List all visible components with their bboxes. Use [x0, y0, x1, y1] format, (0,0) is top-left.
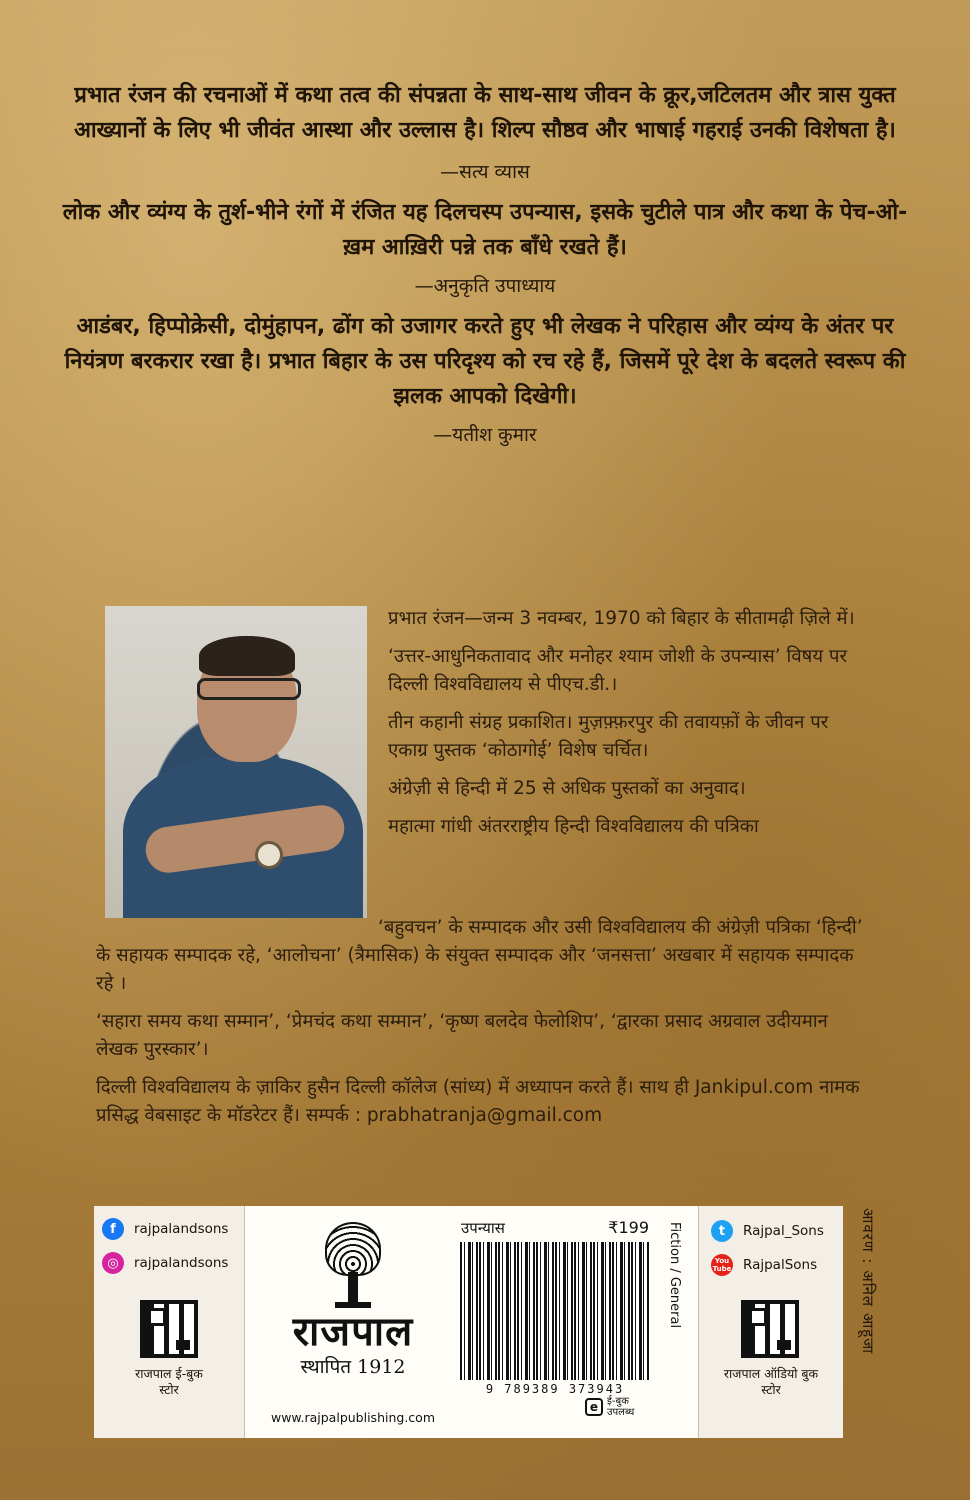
bio-editorial-start: महात्मा गांधी अंतरराष्ट्रीय हिन्दी विश्वविद्यालय की पत्रिका [388, 816, 759, 837]
facebook-icon: f [102, 1218, 124, 1240]
publisher-name: राजपाल [292, 1309, 414, 1355]
established-year: स्थापित 1912 [300, 1356, 406, 1378]
bio-awards: ‘सहारा समय कथा सम्मान’, ‘प्रेमचंद कथा सम्मान’, ‘कृष्ण बलदेव फेलोशिप’, ‘द्वारका प्रसाद अग्रवाल उदीयमान लेखक पुरस्कार’। [96, 1011, 828, 1060]
audiobook-store-label: राजपाल ऑडियो बुक स्टोर [723, 1366, 819, 1397]
bio-current: दिल्ली विश्वविद्यालय के ज़ाकिर हुसैन दिल्ली कॉलेज (सांध्य) में अध्यापन करते हैं। साथ ही Jankipul.com नामक प्रसिद्ध वेबसाइट के मॉडरेटर हैं। सम्पर्क : prabhatranja@gmail.com [96, 1077, 860, 1126]
tree-logo-icon [323, 1222, 383, 1310]
ebook-store-qr-code[interactable] [140, 1300, 198, 1358]
endorsement-quote: प्रभात रंजन की रचनाओं में कथा तत्व की संपन्नता के साथ-साथ जीवन के क्रूर,जटिलतम और त्रास युक्त आख्यानों के लिए भी जीवंत आस्था और उल्लास है। शिल्प सौष्ठव और भाषाई गहराई उनकी विशेषता है। [74, 83, 896, 143]
youtube-link[interactable] [711, 1254, 843, 1276]
bio-birth: प्रभात रंजन—जन्म 3 नवम्बर, 1970 को बिहार के सीतामढ़ी ज़िले में। [388, 608, 855, 629]
twitter-link[interactable] [711, 1220, 843, 1242]
instagram-handle: rajpalandsons [134, 1255, 229, 1271]
photo-hair-top [199, 636, 295, 676]
endorsement-author: —अनुकृति उपाध्याय [414, 275, 556, 297]
bio-books: तीन कहानी संग्रह प्रकाशित। मुज़फ़्फ़रपुर की तवायफ़ों के जीवन पर एकाग्र पुस्तक ‘कोठागोई’ विशेष चर्चित। [388, 712, 829, 761]
twitter-icon: t [711, 1220, 733, 1242]
endorsement-author: —सत्य व्यास [440, 161, 530, 183]
endorsement-author: —यतीश कुमार [433, 424, 537, 446]
facebook-handle: rajpalandsons [134, 1221, 229, 1237]
audiobook-store-panel [698, 1206, 843, 1438]
youtube-handle: RajpalSons [743, 1257, 818, 1273]
bio-translation: अंग्रेज़ी से हिन्दी में 25 से अधिक पुस्तकों का अनुवाद। [388, 778, 746, 799]
isbn-barcode [460, 1242, 650, 1380]
audiobook-store-qr-code[interactable] [741, 1300, 799, 1358]
instagram-link[interactable] [102, 1252, 244, 1274]
ebook-text: ई-बुक उपलब्ध [607, 1396, 635, 1418]
genre-english: Fiction / General [667, 1222, 682, 1329]
endorsement-quote: लोक और व्यंग्य के तुर्श-भीने रंगों में रंजित यह दिलचस्प उपन्यास, इसके चुटीले पात्र और कथा के पेच-ओ-ख़म आख़िरी पन्ने तक बाँधे रखते हैं। [62, 200, 908, 260]
price-label: ₹199 [608, 1218, 649, 1237]
endorsement-1 [60, 78, 910, 186]
endorsement-3 [60, 309, 910, 449]
author-bio [388, 605, 868, 841]
publisher-website[interactable]: www.rajpalpublishing.com [270, 1410, 435, 1425]
bio-editorial: ‘बहुवचन’ के सम्पादक और उसी विश्वविद्यालय की अंग्रेज़ी पत्रिका ‘हिन्दी’ के सहायक सम्पादक रहे, ‘आलोचना’ (त्रैमासिक) के संयुक्त सम्पादक और ‘जनसत्ता’ अखबार में सहायक सम्पादक रहे । [96, 917, 863, 994]
isbn-number: 9 789389 373943 [485, 1382, 625, 1396]
publisher-logo [258, 1222, 448, 1380]
ebook-icon: e [585, 1398, 603, 1416]
endorsement-quote: आडंबर, हिप्पोक्रेसी, दोमुंहापन, ढोंग को उजागर करते हुए भी लेखक ने परिहास और व्यंग्य के अंतर पर नियंत्रण बरकरार रखा है। प्रभात बिहार के उस परिदृश्य को रच रहे हैं, जिसमें पूरे देश के बदलते स्वरूप की झलक आपको दिखेगी। [64, 314, 906, 409]
genre-label: उपन्यास [461, 1219, 505, 1237]
twitter-handle: Rajpal_Sons [743, 1223, 824, 1239]
barcode-section [455, 1218, 655, 1418]
ebook-available [585, 1396, 637, 1418]
cover-credit: आवरण : अनिल आहूजा [859, 1208, 877, 1355]
youtube-icon: You Tube [711, 1254, 733, 1276]
photo-watch [255, 841, 283, 869]
author-bio-continued [96, 914, 866, 1140]
photo-glasses [197, 678, 301, 700]
ebook-store-label: राजपाल ई-बुक स्टोर [135, 1366, 203, 1397]
facebook-link[interactable] [102, 1218, 244, 1240]
endorsements [60, 78, 910, 458]
instagram-icon: ◎ [102, 1252, 124, 1274]
endorsement-2 [60, 195, 910, 300]
bio-phd: ‘उत्तर-आधुनिकतावाद और मनोहर श्याम जोशी के उपन्यास’ विषय पर दिल्ली विश्वविद्यालय से पीएच.डी.। [388, 646, 848, 695]
ebook-store-panel [94, 1206, 245, 1438]
author-photo [105, 606, 367, 918]
